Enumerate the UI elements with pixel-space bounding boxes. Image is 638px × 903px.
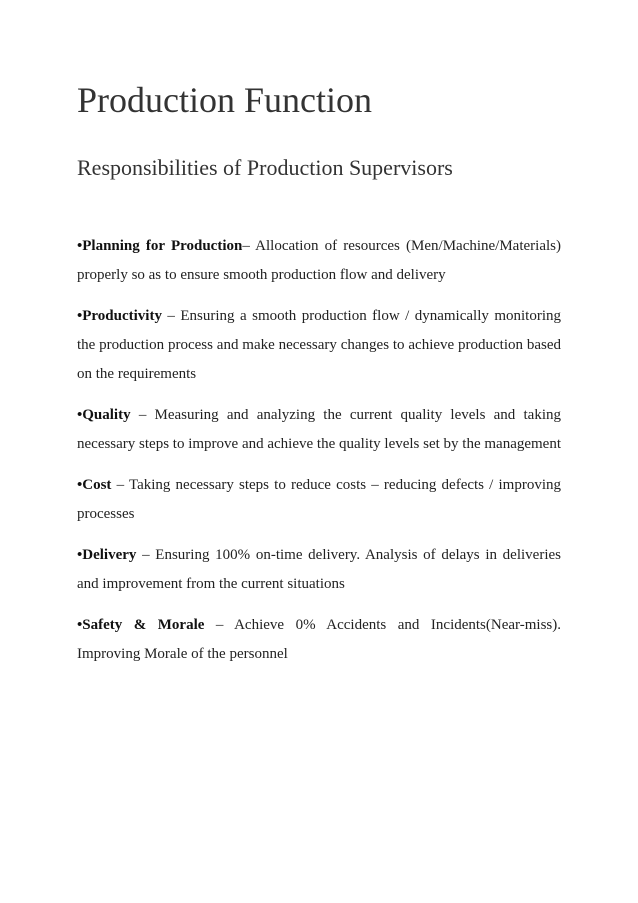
item-term: •Safety & Morale [77, 617, 205, 633]
list-item-productivity [77, 302, 561, 389]
item-term: •Quality [77, 407, 131, 423]
item-text: – Achieve 0% Accidents and Incidents(Near-miss). Improving Morale of the personnel [77, 617, 561, 662]
responsibilities-list [77, 232, 561, 681]
document-title: Production Function [77, 80, 372, 120]
item-term: •Productivity [77, 308, 162, 324]
item-text: – Measuring and analyzing the current quality levels and taking necessary steps to improve and achieve the quality levels set by the management [77, 407, 562, 452]
list-item-cost [77, 471, 561, 529]
item-term: •Cost [77, 477, 112, 493]
list-item-delivery [77, 541, 561, 599]
item-term: •Delivery [77, 547, 137, 563]
list-item-planning [77, 232, 561, 290]
item-text: – Taking necessary steps to reduce costs – reducing defects / improving processes [77, 477, 561, 522]
item-term: •Planning for Production [77, 238, 243, 254]
item-text: – Ensuring a smooth production flow / dynamically monitoring the production process and make necessary changes to achieve production based on the requirements [77, 308, 561, 382]
item-text: – Ensuring 100% on-time delivery. Analysis of delays in deliveries and improvement from the current situations [77, 547, 561, 592]
item-text: – Allocation of resources (Men/Machine/Materials) properly so as to ensure smooth production flow and delivery [77, 238, 561, 283]
list-item-safety-morale [77, 611, 561, 669]
list-item-quality [77, 401, 561, 459]
document-subtitle: Responsibilities of Production Supervisors [77, 155, 453, 180]
